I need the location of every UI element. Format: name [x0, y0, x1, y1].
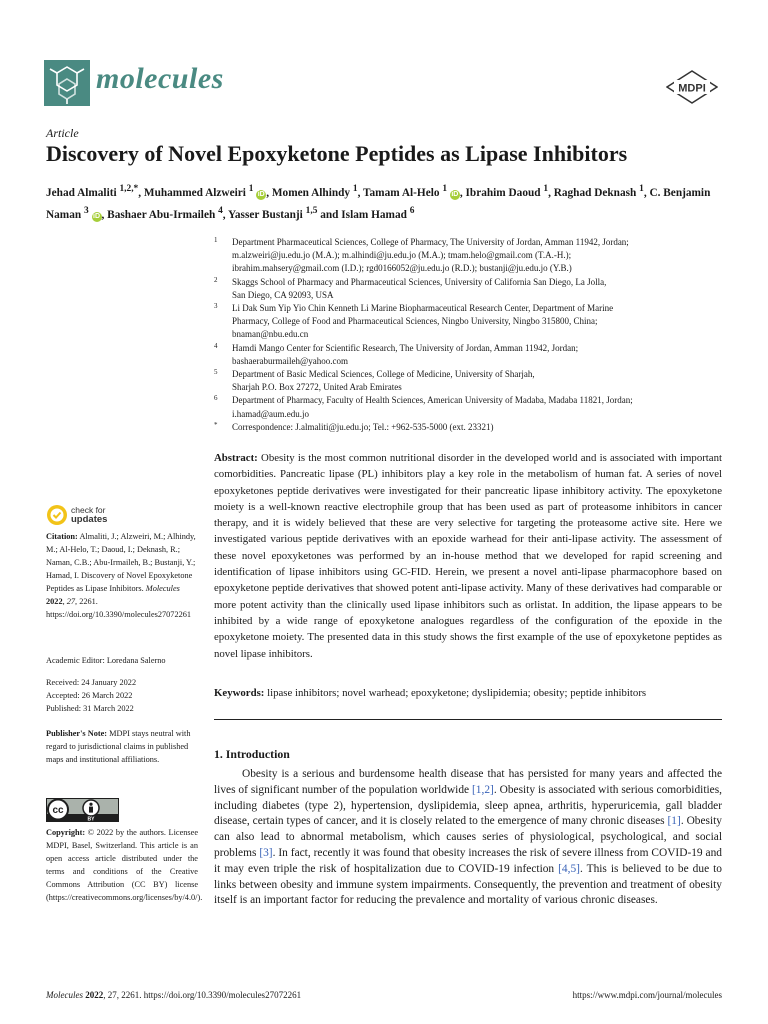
affiliation-item — [214, 236, 726, 276]
author-affil-marker: 4 — [218, 205, 223, 216]
publisher-note: Publisher's Note: MDPI stays neutral with regard to jurisdictional claims in published maps and institutional affiliations. — [46, 729, 191, 764]
author-name: Raghad Deknash — [553, 186, 640, 199]
author-affil-marker: 6 — [409, 205, 415, 216]
author-name: Tamam Al-Helo — [363, 186, 443, 199]
author-affil-marker: 1 — [442, 184, 448, 194]
mdpi-text: MDPI — [678, 82, 706, 95]
author-affil-marker: 1 — [543, 184, 549, 194]
orcid-icon[interactable]: iD — [93, 212, 101, 220]
affiliation-line: Sharjah P.O. Box 27272, United Arab Emirates — [232, 382, 402, 393]
author-name: Ibrahim Daoud — [465, 186, 544, 199]
affiliation-line: Hamdi Mango Center for Scientific Research, The University of Jordan, Amman 11942, Jordan; — [232, 342, 579, 353]
affiliation-number: 5 — [214, 368, 218, 377]
author-name: C. Benjamin Naman — [46, 186, 711, 221]
author-affil-marker: 1 — [639, 184, 644, 194]
affiliation-line: Department of Pharmacy, Faculty of Health Sciences, American University of Madaba, Madaba 11821, Jordan; — [232, 395, 633, 406]
updates-label: updates — [71, 514, 108, 525]
affiliation-line: Department Pharmaceutical Sciences, College of Pharmacy, The University of Jordan, Amman 11942, Jordan; — [232, 237, 629, 247]
affiliation-line: bnaman@nbu.edu.cn — [232, 329, 309, 340]
cc-text: cc — [52, 805, 64, 816]
citation-link[interactable]: [1,2] — [472, 783, 494, 796]
affiliation-line: i.hamad@aum.edu.jo — [232, 408, 310, 419]
affiliation-item — [214, 394, 726, 420]
affiliation-number: 4 — [214, 341, 218, 350]
keywords — [214, 686, 722, 701]
affiliation-item — [214, 276, 726, 302]
author-name: Jehad Almaliti — [46, 186, 120, 199]
abstract-label: Abstract: — [214, 452, 258, 464]
footer-citation: Molecules 2022, 27, 2261. https://doi.org/10.3390/molecules27072261 — [46, 990, 302, 1000]
citation-link[interactable]: [4,5] — [558, 862, 580, 875]
mdpi-logo-icon — [666, 70, 718, 104]
journal-name: molecules — [96, 62, 224, 95]
received-date: Received: 24 January 2022 — [46, 678, 137, 687]
dates-block — [46, 676, 198, 715]
affiliation-line: Li Dak Sum Yip Yio Chin Kenneth Li Marine Biopharmaceutical Research Center, Department of Marine — [232, 303, 614, 314]
orcid-icon[interactable]: iD — [451, 190, 459, 198]
affiliation-line: Department of Basic Medical Sciences, College of Medicine, University of Sharjah, — [232, 369, 535, 380]
section-heading: 1. Introduction — [214, 747, 290, 761]
check-for-label: check for — [71, 505, 106, 515]
citation-link[interactable]: [1] — [667, 815, 681, 828]
published-date: Published: 31 March 2022 — [46, 704, 134, 713]
affiliation-number: 2 — [214, 275, 218, 284]
affiliation-item — [214, 342, 726, 368]
author-affil-marker: 1,2,* — [119, 184, 139, 194]
affiliation-line: Correspondence: J.almaliti@ju.edu.jo; Tel.: +962-535-5000 (ext. 23321) — [232, 421, 494, 432]
author-affil-marker: 1 — [352, 184, 358, 194]
affiliation-item — [214, 302, 726, 342]
affiliation-line: m.alzweiri@ju.edu.jo (M.A.); m.alhindi@ju.edu.jo (M.A.); tmam.helo@gmail.com (T.A.-H.); — [232, 250, 572, 261]
academic-editor: Academic Editor: Loredana Salerno — [46, 656, 166, 665]
abstract — [214, 450, 722, 662]
check-updates-icon — [46, 504, 68, 526]
intro-paragraph: Obesity is a serious and burdensome health disease that has persisted for many years and affected the lives of significant number of the population worldwide [1,2]. Obesity is associated with serious comorbidities, including diabetes (type 2), hypertension, dyslipidemia, sleep apnea, arthritis, hyperuricemia, gall bladder disease, certain types of cancer, and it is closely related to the emergence of many chronic diseases [1]. Obesity can also lead to abnormal metabolism, which causes series of physiological, psychological, and social problems [3]. In fact, recently it was found that obesity increases the risk of severe illness from COVID-19 and it may even triple the risk of hospitalization due to COVID-19 infection [4,5]. This is believed to be due to links between obesity and immune system impairments. Consequently, the prevention and treatment of obesity itself is an important factor for reducing the prevalence and mortality of various chronic diseases. — [214, 768, 722, 907]
affiliation-number: 1 — [214, 236, 218, 244]
author-affil-marker: 1,5 — [305, 205, 318, 216]
abstract-text: Obesity is the most common nutritional disorder in the developed world and is associated with important comorbidities. Pancreatic lipase (PL) inhibitors play a key role in the metabolism of human fat. A series of novel epoxyketones peptide derivatives were investigated for their pancreatic lipase inhibitory activity. The epoxyketone moiety is a well-known reactive electrophile group that has been used as part of proteasome inhibitors in cancer therapy, and it is widely believed that these are very selective for targeting the proteasome active site. Here we investigated various peptide derivatives with an epoxide warhead for their anti-lipase activity. The assessment of these novel epoxyketones was performed by an in-house method that we developed for rapid screening and identification of lipase inhibitors using GC-FID. Herein, we present a novel anti-lipase pharmacophore based on epoxyketone peptide derivatives that showed potent anti-lipase activity. Many of these derivatives had comparable or more potent activity than the clinically used lipase inhibitors such as orlistat. In addition, the lipase appears to be inhibited by a wide range of epoxyketone analogues regardless of the configuration of the epoxide in the epoxyketone moiety. The presented data in this study shows the first example of the use of epoxyketone peptides as novel lipase inhibitors. — [214, 452, 723, 660]
author-list: Jehad Almaliti $^{1,2,*}$, Muhammed Alzweiri $^1$ iD , Momen Alhindy $^1$, Tamam Al-Helo $^1$ iD , Ibrahim Daoud $^1$, Raghad Deknash $^1$, C. Benjamin Naman $^3$ iD , Bashaer Abu-Irmaileh $^4$, Yasser Bustanji $^{1,5}$ and Islam Hamad $^6$ — [46, 184, 711, 221]
author-name: Muhammed Alzweiri — [143, 186, 249, 199]
check-for-updates-button[interactable] — [46, 504, 166, 528]
affiliation-line: bashaeraburmaileh@yahoo.com — [232, 355, 348, 366]
affiliation-line: Pharmacy, College of Food and Pharmaceutical Sciences, Ningbo University, Ningbo 315800, China; — [232, 316, 598, 327]
affiliation-item — [214, 368, 726, 394]
affiliation-number: 3 — [214, 302, 218, 311]
keywords-text: lipase inhibitors; novel warhead; epoxyketone; dyslipidemia; obesity; peptide inhibitors — [267, 687, 647, 699]
citation-link[interactable]: [3] — [259, 846, 273, 859]
footer-journal-url[interactable]: https://www.mdpi.com/journal/molecules — [572, 990, 722, 1000]
author-affil-marker: 3 — [83, 205, 89, 216]
affiliation-number: * — [214, 420, 218, 429]
copyright-block: Copyright: © 2022 by the authors. Licensee MDPI, Basel, Switzerland. This article is an open access article distributed under the terms and conditions of the Creative Commons Attribution (CC BY) license (https://creativecommons.org/licenses/by/4.0/). — [46, 828, 203, 902]
orcid-icon[interactable]: iD — [257, 190, 265, 198]
article-title: Discovery of Novel Epoxyketone Peptides as Lipase Inhibitors — [46, 141, 628, 166]
article-type: Article — [46, 126, 79, 140]
affiliation-line: San Diego, CA 92093, USA — [232, 289, 334, 300]
cc-by-license-icon[interactable] — [46, 798, 119, 822]
accepted-date: Accepted: 26 March 2022 — [46, 691, 133, 700]
affiliation-number: 6 — [214, 394, 218, 403]
author-name: Islam Hamad — [341, 208, 410, 221]
journal-logo-icon — [44, 60, 90, 106]
author-name: Bashaer Abu-Irmaileh — [107, 208, 219, 221]
affiliation-line: ibrahim.mahsery@gmail.com (I.D.); rgd0166052@ju.edu.jo (R.D.); bustanji@ju.edu.jo (Y.B.) — [232, 263, 572, 274]
affiliations — [214, 236, 726, 434]
affiliation-line: Skaggs School of Pharmacy and Pharmaceutical Sciences, University of California San Diego, La Jolla, — [232, 276, 607, 287]
affiliation-item — [214, 421, 726, 434]
citation-block: Citation: Almaliti, J.; Alzweiri, M.; Alhindy, M.; Al-Helo, T.; Daoud, I.; Deknash, R.; Naman, C.B.; Abu-Irmaileh, B.; Bustanji, Y.; Hamad, I. Discovery of Novel Epoxyketone Peptides as Lipase Inhibitors. Molecules 2022, 27, 2261. https://doi.org/10.3390/molecules27072261 — [46, 532, 196, 619]
cc-by-text: BY — [87, 816, 95, 822]
author-name: Yasser Bustanji — [228, 208, 306, 221]
keywords-label: Keywords: — [214, 687, 265, 699]
divider — [214, 719, 722, 720]
author-affil-marker: 1 — [248, 184, 254, 194]
author-name: Momen Alhindy — [271, 186, 353, 199]
